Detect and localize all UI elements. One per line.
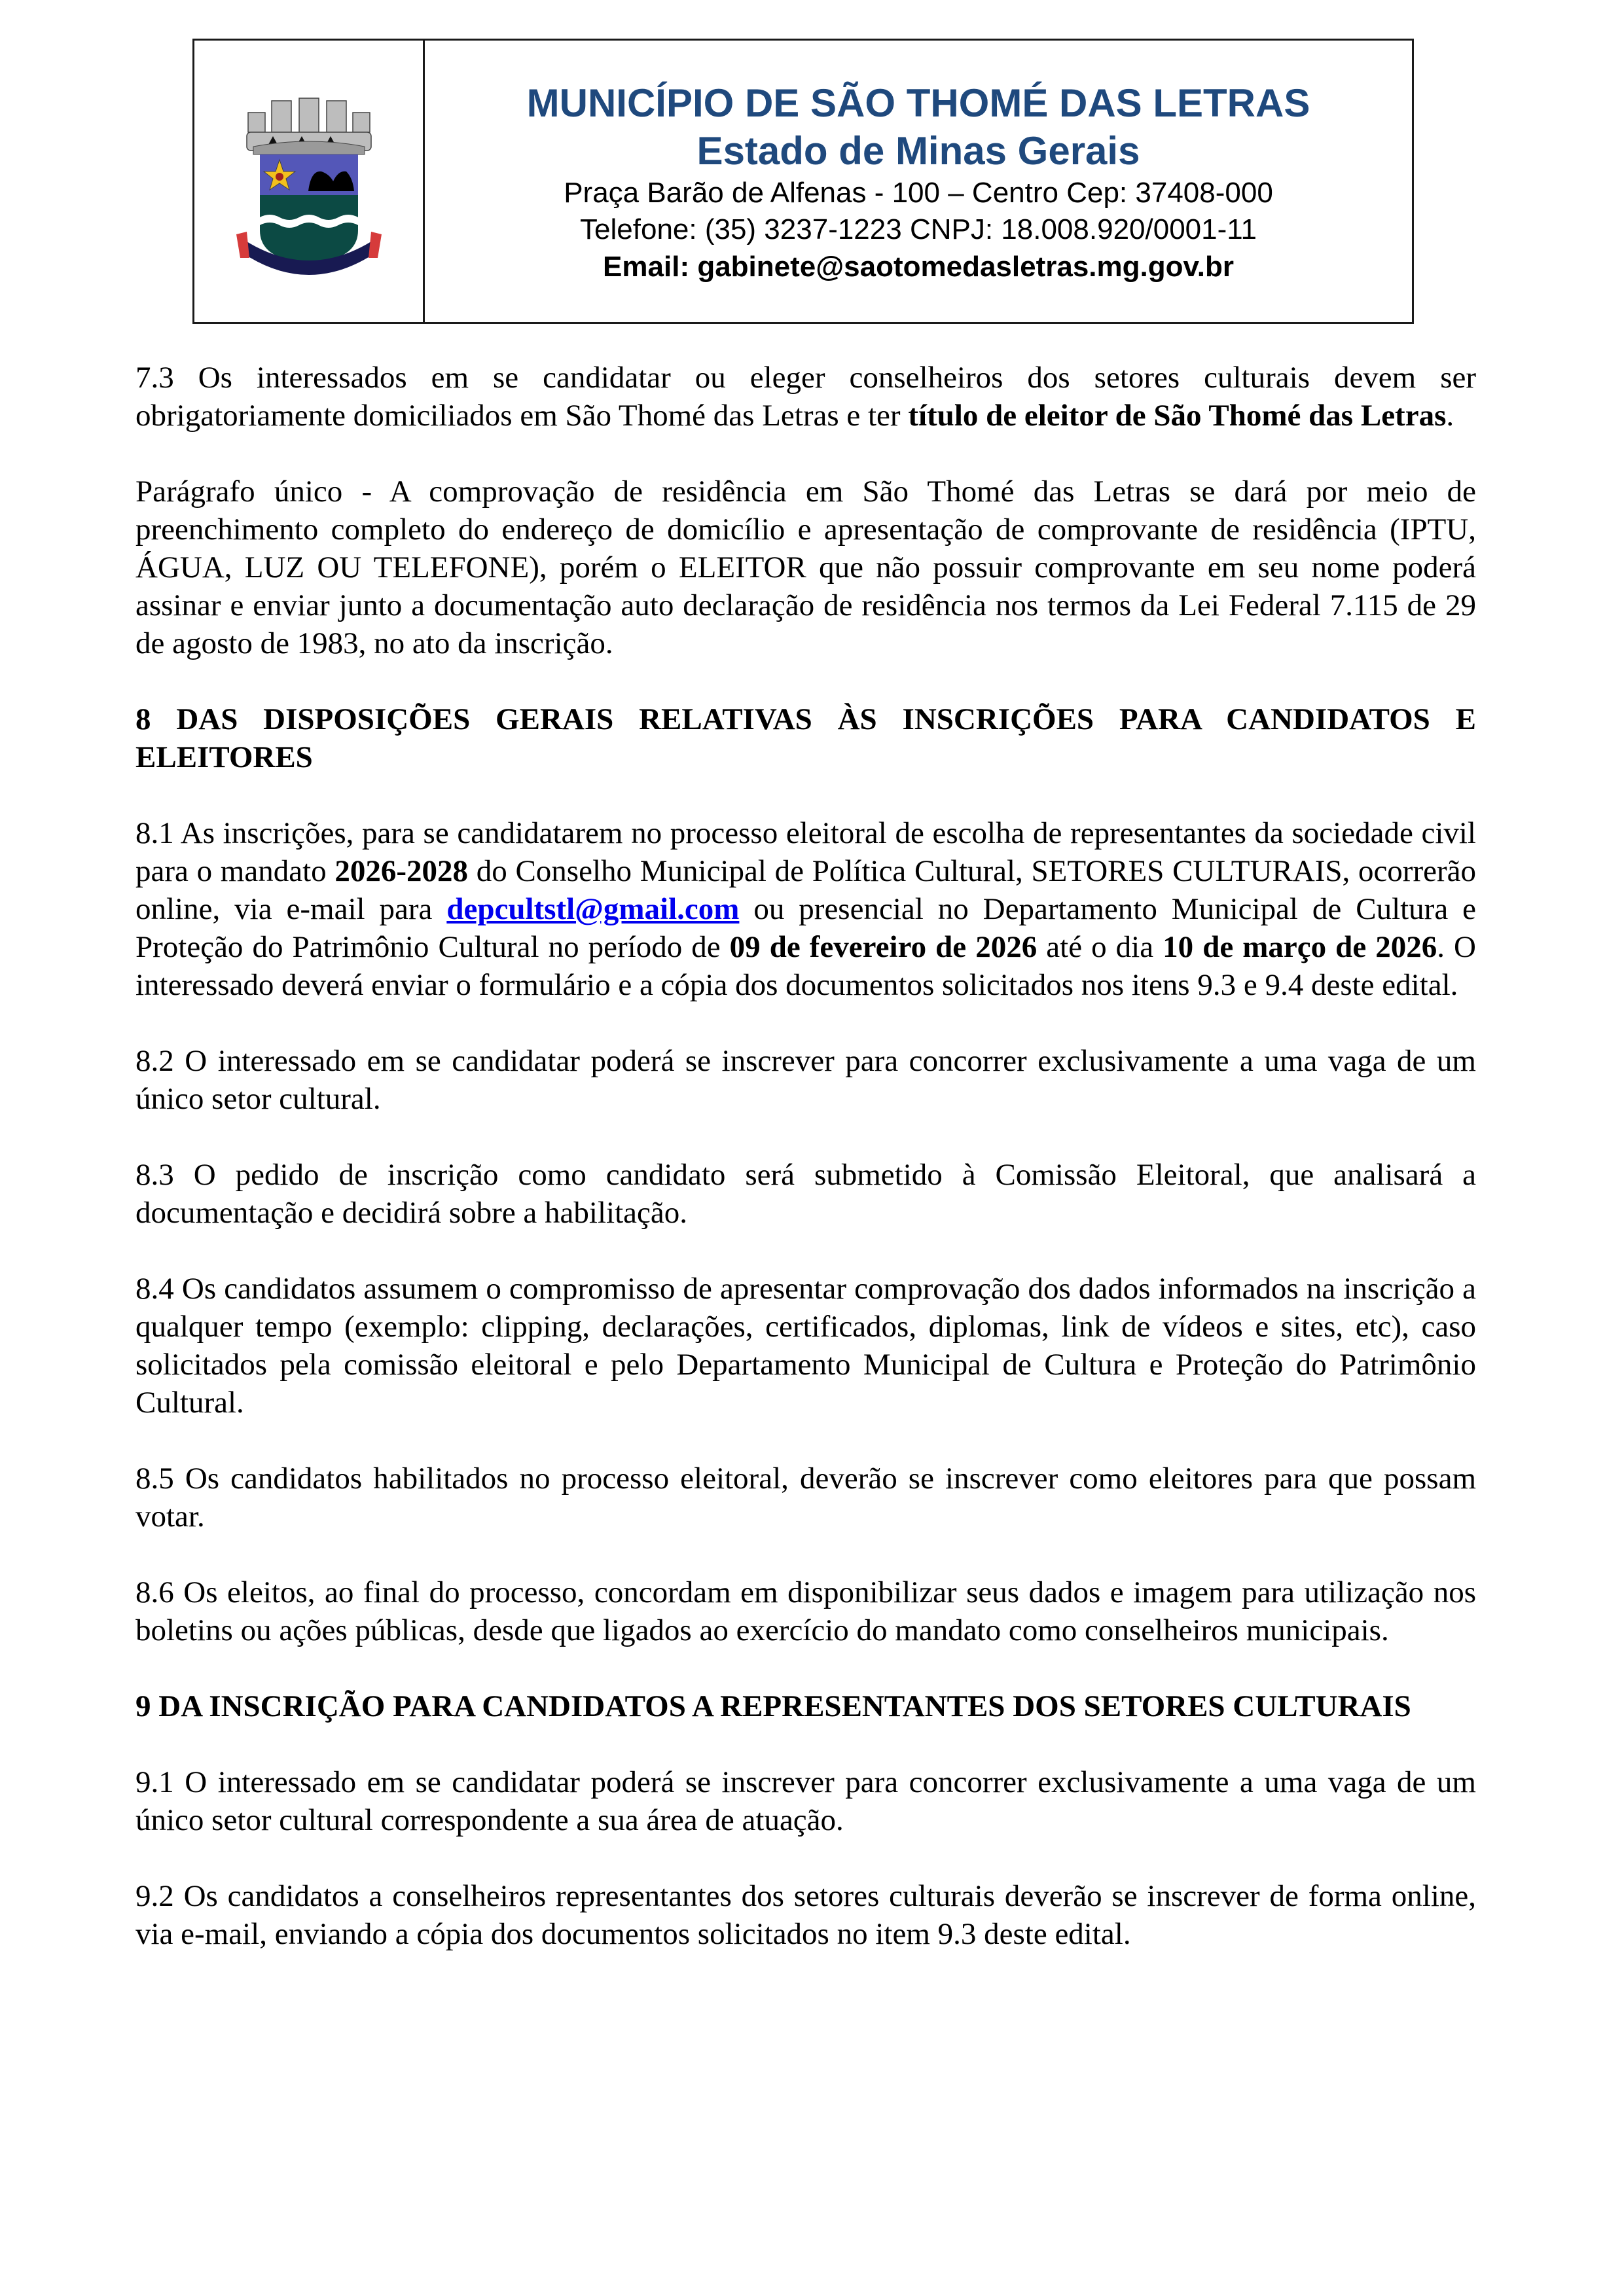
state-subtitle: Estado de Minas Gerais	[696, 129, 1140, 173]
email-link[interactable]: depcultstl@gmail.com	[446, 892, 740, 926]
text: 8.1 As inscrições, para se candidatarem no processo eleitoral de escolha de representantes da sociedade civil para o mandato	[135, 816, 1476, 888]
paragraph-8-2: 8.2 O interessado em se candidatar poderá se inscrever para concorrer exclusivamente a uma vaga de um único setor cultural.	[135, 1044, 1476, 1116]
address: Praça Barão de Alfenas - 100 – Centro Cep: 37408-000	[564, 177, 1273, 209]
contact-email: Email: gabinete@saotomedasletras.mg.gov.br	[603, 251, 1234, 283]
phone-cnpj: Telefone: (35) 3237-1223 CNPJ: 18.008.920/0001-11	[580, 213, 1257, 245]
paragraph-9-1: 9.1 O interessado em se candidatar poderá se inscrever para concorrer exclusivamente a uma vaga de um único setor cultural correspondente a sua área de atuação.	[135, 1765, 1476, 1837]
logo-cell	[194, 41, 425, 322]
text: até o dia	[1037, 930, 1163, 964]
paragraph-8-5: 8.5 Os candidatos habilitados no processo eleitoral, deverão se inscrever como eleitores para que possam votar.	[135, 1462, 1476, 1534]
text: ou presencial no Departamento Municipal de Cultura e Proteção do Patrimônio Cultural no período de	[135, 892, 1476, 964]
section-9-heading: 9 DA INSCRIÇÃO PARA CANDIDATOS A REPRESENTANTES DOS SETORES CULTURAIS	[135, 1689, 1411, 1723]
section-8-heading: 8 DAS DISPOSIÇÕES GERAIS RELATIVAS ÀS INSCRIÇÕES PARA CANDIDATOS E ELEITORES	[135, 702, 1476, 774]
bold-text: 10 de março de 2026	[1163, 930, 1437, 964]
text: . O interessado deverá enviar o formulário e a cópia dos documentos solicitados nos itens 9.3 e 9.4 deste edital.	[135, 930, 1476, 1002]
paragraph-7-3	[135, 359, 1476, 435]
paragraph-8-6: 8.6 Os eleitos, ao final do processo, concordam em disponibilizar seus dados e imagem para utilização nos boletins ou ações públicas, desde que ligados ao exercício do mandato como conselheiros municipais.	[135, 1575, 1476, 1647]
municipality-title: MUNICÍPIO DE SÃO THOMÉ DAS LETRAS	[526, 81, 1310, 125]
letterhead-info	[425, 41, 1412, 322]
text: do Conselho Municipal de Política Cultural, SETORES CULTURAIS, ocorrerão online, via e-mail para	[135, 854, 1476, 926]
bold-text: 09 de fevereiro de 2026	[729, 930, 1038, 964]
letterhead	[192, 39, 1414, 324]
paragraph-9-2: 9.2 Os candidatos a conselheiros representantes dos setores culturais deverão se inscrever de forma online, via e-mail, enviando a cópia dos documentos solicitados no item 9.3 deste edital.	[135, 1879, 1476, 1951]
municipal-coat-of-arms-icon	[234, 86, 384, 276]
paragraph-8-3: 8.3 O pedido de inscrição como candidato será submetido à Comissão Eleitoral, que analisará a documentação e decidirá sobre a habilitação.	[135, 1158, 1476, 1230]
bold-text: 2026-2028	[334, 854, 469, 888]
paragraph-8-4: 8.4 Os candidatos assumem o compromisso de apresentar comprovação dos dados informados na inscrição a qualquer tempo (exemplo: clipping, declarações, certificados, diplomas, link de vídeos e sites, etc), caso solicitados pela comissão eleitoral e pelo Departamento Municipal de Cultura e Proteção do Patrimônio Cultural.	[135, 1272, 1476, 1420]
paragraph-unico: Parágrafo único - A comprovação de residência em São Thomé das Letras se dará por meio de preenchimento completo do endereço de domicílio e apresentação de comprovante de residência (IPTU, ÁGUA, LUZ OU TELEFONE), porém o ELEITOR que não possuir comprovante em seu nome poderá assinar e enviar junto a documentação auto declaração de residência nos termos da Lei Federal 7.115 de 29 de agosto de 1983, no ato da inscrição.	[135, 475, 1476, 660]
text: .	[1446, 399, 1454, 433]
bold-text: título de eleitor de São Thomé das Letras	[908, 399, 1447, 433]
text: 7.3 Os interessados em se candidatar ou eleger conselheiros dos setores culturais devem ser obrigatoriamente domiciliados em São Thomé das Letras e ter	[135, 361, 1476, 433]
paragraph-8-1	[135, 814, 1476, 1004]
document-body	[135, 359, 1476, 1991]
